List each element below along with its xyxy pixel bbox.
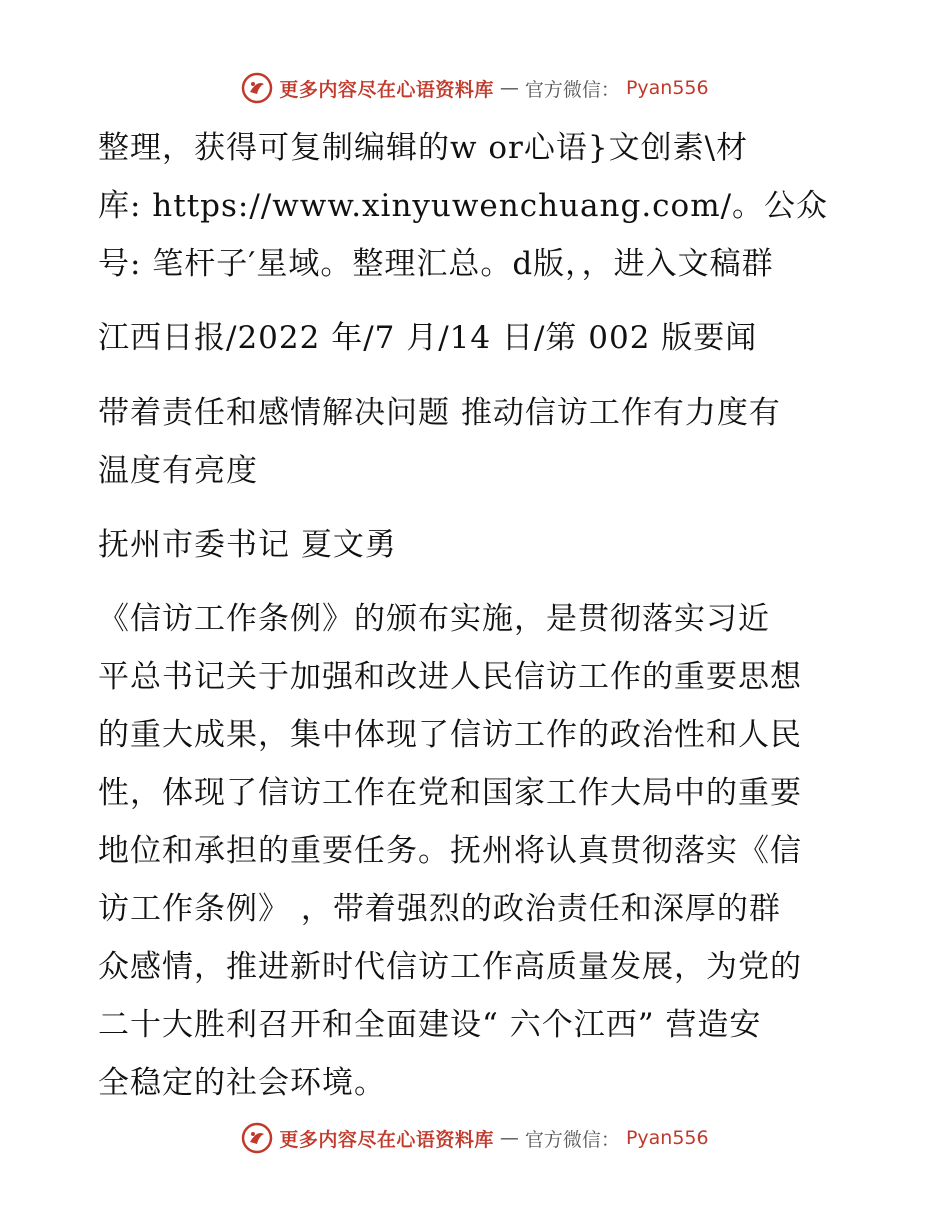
- body-line: 性，体现了信访工作在党和国家工作大局中的重要: [98, 775, 802, 811]
- body-line: 全稳定的社会环境。: [98, 1065, 386, 1101]
- intro-line-2: 库: https://www.xinyuwenchuang.com/。公众: [98, 188, 829, 224]
- body-line: 访工作条例》 ，带着强烈的政治责任和深厚的群: [98, 891, 781, 927]
- library-logo-icon: [241, 1122, 273, 1154]
- banner-dash: —: [499, 77, 519, 99]
- banner-wechat-label: 官方微信：: [524, 1128, 620, 1151]
- body-line: 众感情，推进新时代信访工作高质量发展，为党的: [98, 949, 802, 985]
- source-line: 江西日报/2022 年/7 月/14 日/第 002 版要闻: [98, 320, 758, 356]
- intro-line-1: 整理，获得可复制编辑的w or心语}文创素\材: [98, 130, 749, 166]
- banner-wechat-id: Pyan556: [625, 1127, 709, 1149]
- banner-lead-text: 更多内容尽在心语资料库: [279, 78, 494, 101]
- byline: 抚州市委书记 夏文勇: [98, 527, 397, 563]
- intro-line-3: 号: 笔杆子′星域。整理汇总。d版，，进入文稿群: [98, 246, 774, 282]
- body-line: 平总书记关于加强和改进人民信访工作的重要思想: [98, 659, 802, 695]
- footer-banner: [0, 1122, 950, 1154]
- header-banner: [0, 72, 950, 104]
- headline-line-1: 带着责任和感情解决问题 推动信访工作有力度有: [98, 395, 781, 431]
- body-line: 《信访工作条例》的颁布实施，是贯彻落实习近: [98, 601, 770, 637]
- library-logo-icon: [241, 72, 273, 104]
- body-line: 地位和承担的重要任务。抚州将认真贯彻落实《信: [98, 833, 802, 869]
- banner-wechat-label: 官方微信：: [524, 78, 620, 101]
- banner-wechat-id: Pyan556: [625, 77, 709, 99]
- headline-line-2: 温度有亮度: [98, 453, 258, 489]
- banner-dash: —: [499, 1127, 519, 1149]
- banner-lead-text: 更多内容尽在心语资料库: [279, 1128, 494, 1151]
- body-line: 的重大成果，集中体现了信访工作的政治性和人民: [98, 717, 802, 753]
- body-line: 二十大胜利召开和全面建设“ 六个江西” 营造安: [98, 1007, 762, 1043]
